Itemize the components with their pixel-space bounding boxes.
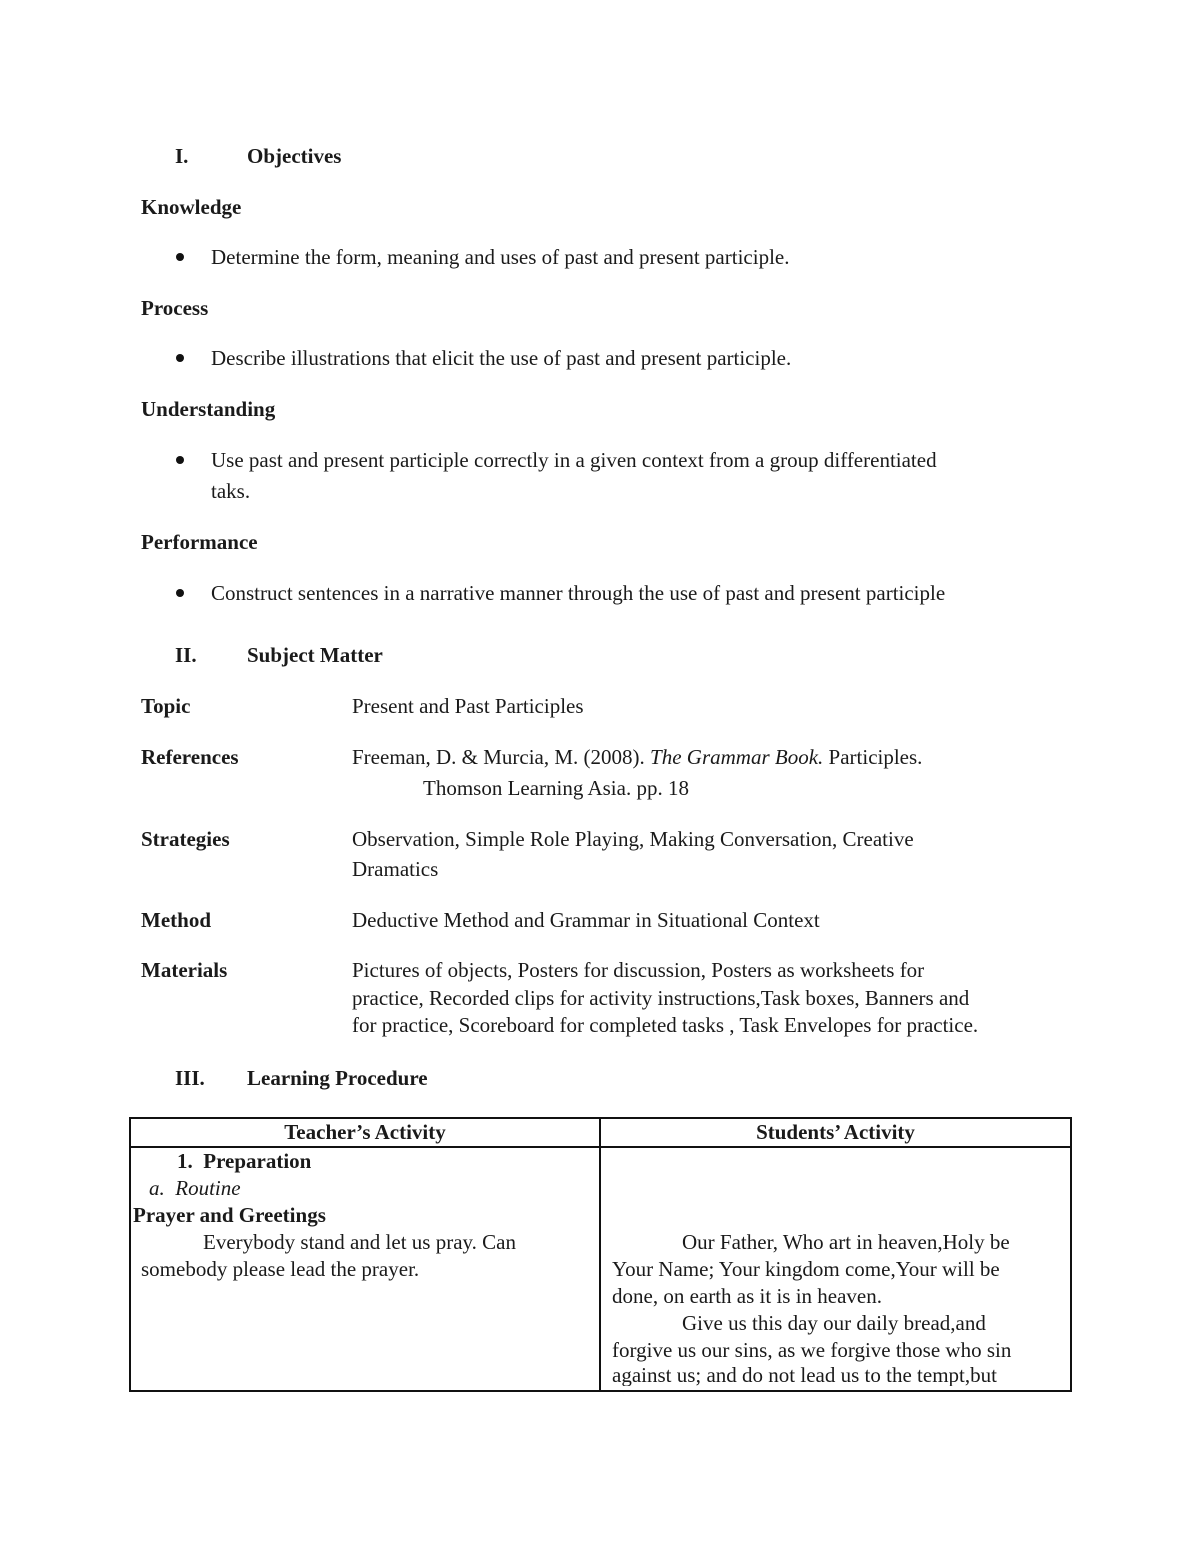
section-3-title: Learning Procedure xyxy=(247,1066,428,1090)
performance-heading: Performance xyxy=(141,530,258,554)
method-value: Deductive Method and Grammar in Situational Context xyxy=(352,908,820,932)
sub-step-letter: a. xyxy=(149,1176,165,1200)
process-heading: Process xyxy=(141,296,209,320)
references-label: References xyxy=(141,745,239,769)
table-row xyxy=(130,1147,1071,1391)
section-2-numeral: II. xyxy=(175,643,197,667)
student-line: done, on earth as it is in heaven. xyxy=(612,1284,883,1308)
section-3-numeral: III. xyxy=(175,1066,205,1090)
student-line: Our Father, Who art in heaven,Holy be xyxy=(682,1230,1010,1254)
references-chapter: Participles. xyxy=(823,745,923,769)
student-line: Your Name; Your kingdom come,Your will be xyxy=(612,1257,1000,1281)
references-publisher: Thomson Learning Asia. pp. 18 xyxy=(423,776,689,800)
section-1-title: Objectives xyxy=(247,144,342,168)
teacher-activity-header: Teacher’s Activity xyxy=(130,1118,600,1147)
strategies-value-line2: Dramatics xyxy=(352,857,439,881)
materials-value-line2: practice, Recorded clips for activity instructions,Task boxes, Banners and xyxy=(352,986,970,1010)
references-value xyxy=(352,745,922,770)
understanding-heading: Understanding xyxy=(141,397,276,421)
step-heading xyxy=(141,1148,593,1175)
materials-label: Materials xyxy=(141,958,228,982)
references-authors: Freeman, D. & Murcia, M. (2008). xyxy=(352,745,651,769)
table-header-row xyxy=(130,1118,1071,1147)
step-title: Preparation xyxy=(203,1149,312,1173)
bullet-icon xyxy=(176,253,184,261)
teacher-line: Everybody stand and let us pray. Can xyxy=(203,1230,516,1254)
student-line: Give us this day our daily bread,and xyxy=(682,1311,986,1335)
learning-procedure-table xyxy=(129,1117,1072,1392)
bullet-icon xyxy=(176,589,184,597)
section-1-numeral: I. xyxy=(175,144,189,168)
bullet-icon xyxy=(176,354,184,362)
student-line: forgive us our sins, as we forgive those who sin xyxy=(612,1338,1012,1362)
prayer-greetings-heading: Prayer and Greetings xyxy=(133,1203,326,1227)
materials-value-line3: for practice, Scoreboard for completed tasks , Task Envelopes for practice. xyxy=(352,1013,979,1037)
topic-label: Topic xyxy=(141,694,191,718)
students-cell-spacer xyxy=(612,1148,1064,1229)
knowledge-item: Determine the form, meaning and uses of past and present participle. xyxy=(211,245,790,269)
references-book-title: The Grammar Book. xyxy=(650,745,824,769)
understanding-item-line2: taks. xyxy=(211,479,251,503)
performance-item: Construct sentences in a narrative manner through the use of past and present participle xyxy=(211,581,946,605)
teacher-activity-cell xyxy=(130,1147,600,1391)
process-item: Describe illustrations that elicit the use of past and present participle. xyxy=(211,346,792,370)
section-2-title: Subject Matter xyxy=(247,643,383,667)
students-activity-header: Students’ Activity xyxy=(600,1118,1071,1147)
method-label: Method xyxy=(141,908,211,932)
sub-step-heading xyxy=(141,1175,593,1202)
teacher-line: somebody please lead the prayer. xyxy=(141,1257,420,1281)
strategies-value-line1: Observation, Simple Role Playing, Making Conversation, Creative xyxy=(352,827,914,851)
topic-value: Present and Past Participles xyxy=(352,694,584,718)
students-activity-cell xyxy=(600,1147,1071,1391)
sub-step-title: Routine xyxy=(175,1176,241,1200)
materials-value-line1: Pictures of objects, Posters for discussion, Posters as worksheets for xyxy=(352,958,925,982)
student-line: against us; and do not lead us to the tempt,but xyxy=(612,1364,997,1386)
step-number: 1. xyxy=(177,1149,193,1173)
understanding-item-line1: Use past and present participle correctly in a given context from a group differentiated xyxy=(211,448,937,472)
knowledge-heading: Knowledge xyxy=(141,195,242,219)
strategies-label: Strategies xyxy=(141,827,230,851)
bullet-icon xyxy=(176,456,184,464)
